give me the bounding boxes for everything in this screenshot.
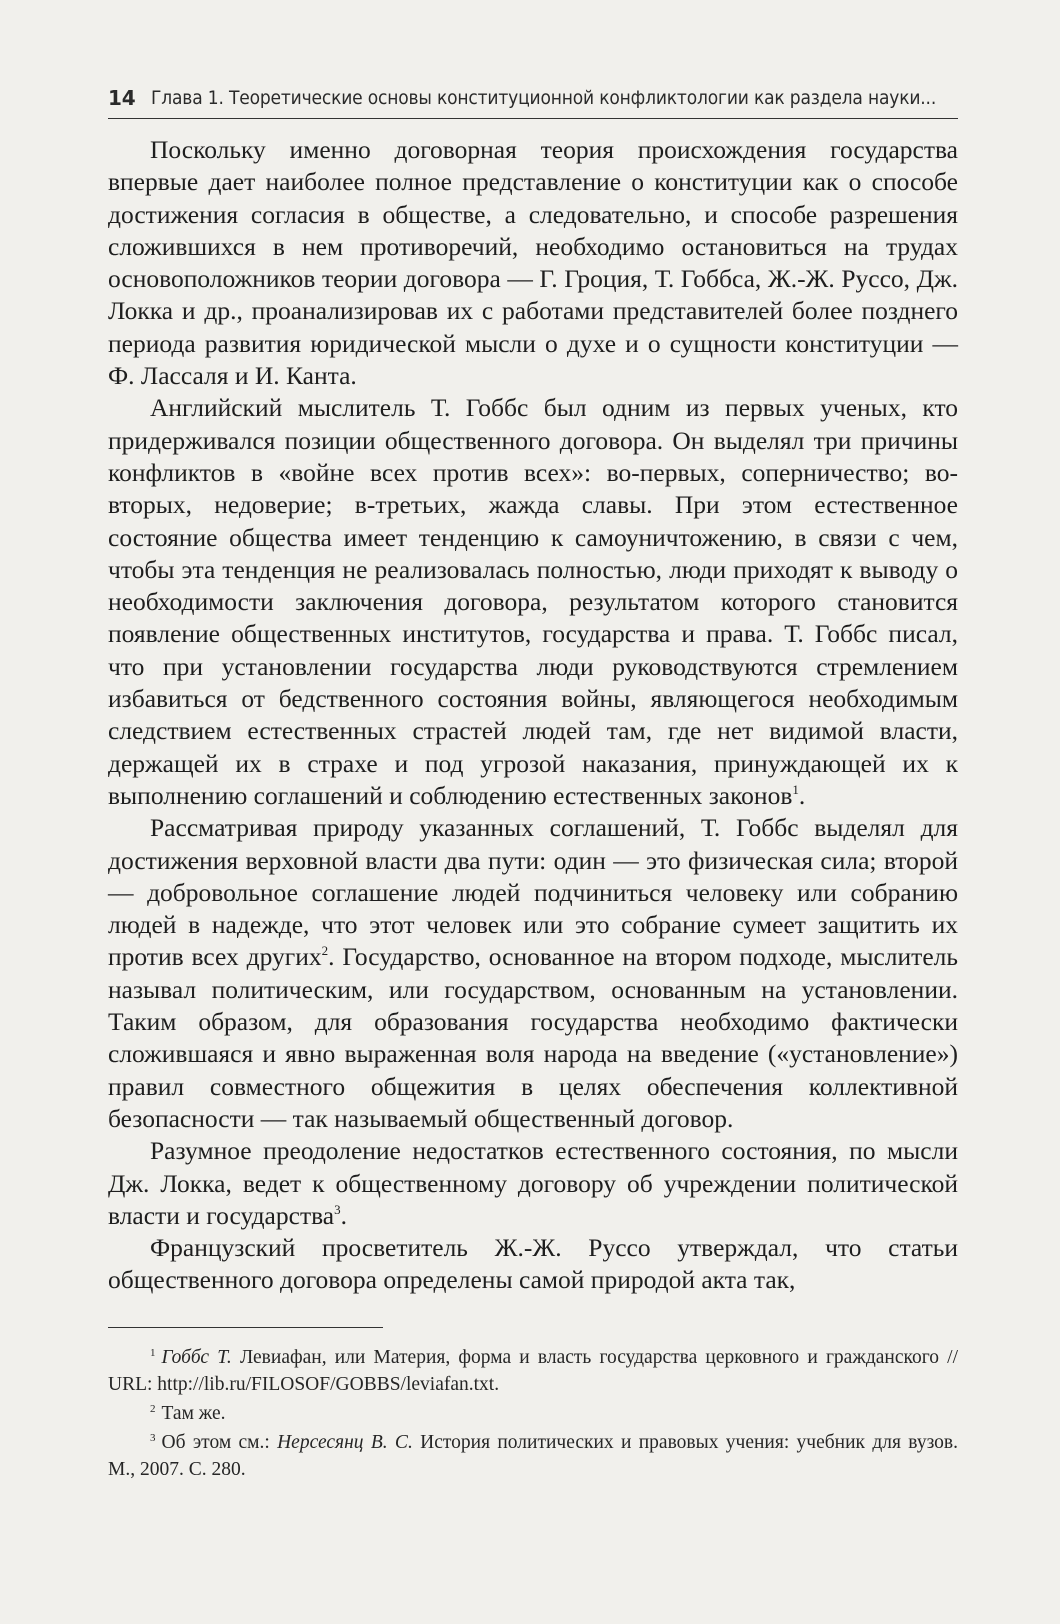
footnote-ref-3: 3 bbox=[334, 1201, 341, 1217]
footnote-3: $^3$ Об этом см.: Нерсесянц В. С. История политических и правовых учения: учебник для вузов. М., 2007. С. 280. bbox=[108, 1432, 958, 1481]
footnote-2: $^2$ Там же. bbox=[150, 1403, 226, 1425]
paragraph-3: Рассматривая природу указанных соглашений, Т. Гоббс выделял для достижения верховной власти два пути: один — это физическая сила; второй — добровольное соглашение людей подчиниться человеку или собранию людей в надежде, что этот человек или это собрание сумеет защитить их против всех других$^2$. Государство, основанное на втором подходе, мыслитель называл политическим, или государством, основанным на установлении. Таким образом, для образования государства необходимо фактически сложившаяся и явно выраженная воля народа на введение («установление») правил совместного общежития в целях обеспечения коллективной безопасности — так называемый общественный договор. bbox=[108, 813, 958, 1133]
main-text bbox=[108, 134, 958, 1297]
footnote-mark: 1 bbox=[150, 1347, 156, 1360]
paragraph-4: Разумное преодоление недостатков естественного состояния, по мысли Дж. Локка, ведет к общественному договору об учреждении политической власти и государства$^3$. bbox=[108, 1136, 958, 1230]
page-number: 14 bbox=[108, 86, 136, 110]
footnote-author: Нерсесянц В. С. bbox=[277, 1432, 413, 1454]
book-page bbox=[108, 78, 958, 1485]
footnote-1: $^1$ Гоббс Т. Левиафан, или Материя, форма и власть государства церковного и гражданского // URL: http://lib.ru/FILOSOF/GOBBS/leviafan.txt. bbox=[108, 1347, 958, 1396]
footnote-ref-1: 1 bbox=[792, 781, 799, 797]
paragraph-1: Поскольку именно договорная теория происхождения государства впервые дает наиболее полное представление о конституции как о способе достижения согласия в обществе, а следовательно, и способе разрешения сложившихся в нем противоречий, необходимо остановиться на трудах основоположников теории договора — Г. Гроция, Т. Гоббса, Ж.-Ж. Руссо, Дж. Локка и др., проанализировав их с работами представителей более позднего периода развития юридической мысли о духе и о сущности конституции — Ф. Лассаля и И. Канта. bbox=[108, 135, 958, 391]
footnote-divider bbox=[108, 1327, 383, 1328]
paragraph-2: Английский мыслитель Т. Гоббс был одним из первых ученых, кто придерживался позиции общественного договора. Он выделял три причины конфликтов в «войне всех против всех»: во-первых, соперничество; во-вторых, недоверие; в-третьих, жажда славы. При этом естественное состояние общества имеет тенденцию к самоуничтожению, в связи с чем, чтобы эта тенденция не реализовалась полностью, люди приходят к выводу о необходимости заключения договора, результатом которого становится появление общественных институтов, государства и права. Т. Гоббс писал, что при установлении государства люди руководствуются стремлением избавиться от бедственного состояния войны, являющегося необходимым следствием естественных страстей людей там, где нет видимой власти, держащей их в страхе и под угрозой наказания, принуждающей их к выполнению соглашений и соблюдению естественных законов$^1$. bbox=[108, 393, 958, 810]
footnote-author: Гоббс Т. bbox=[161, 1347, 232, 1369]
chapter-title: Глава 1. Теоретические основы конституционной конфликтологии как раздела науки... bbox=[151, 87, 937, 109]
paragraph-5: Французский просветитель Ж.-Ж. Руссо утверждал, что статьи общественного договора определены самой природой акта так, bbox=[108, 1233, 958, 1295]
footnotes bbox=[108, 1344, 958, 1483]
footnote-ref-2: 2 bbox=[321, 943, 329, 959]
footnote-mark: 2 bbox=[150, 1403, 156, 1416]
footnote-mark: 3 bbox=[150, 1432, 156, 1445]
running-head bbox=[108, 78, 958, 119]
